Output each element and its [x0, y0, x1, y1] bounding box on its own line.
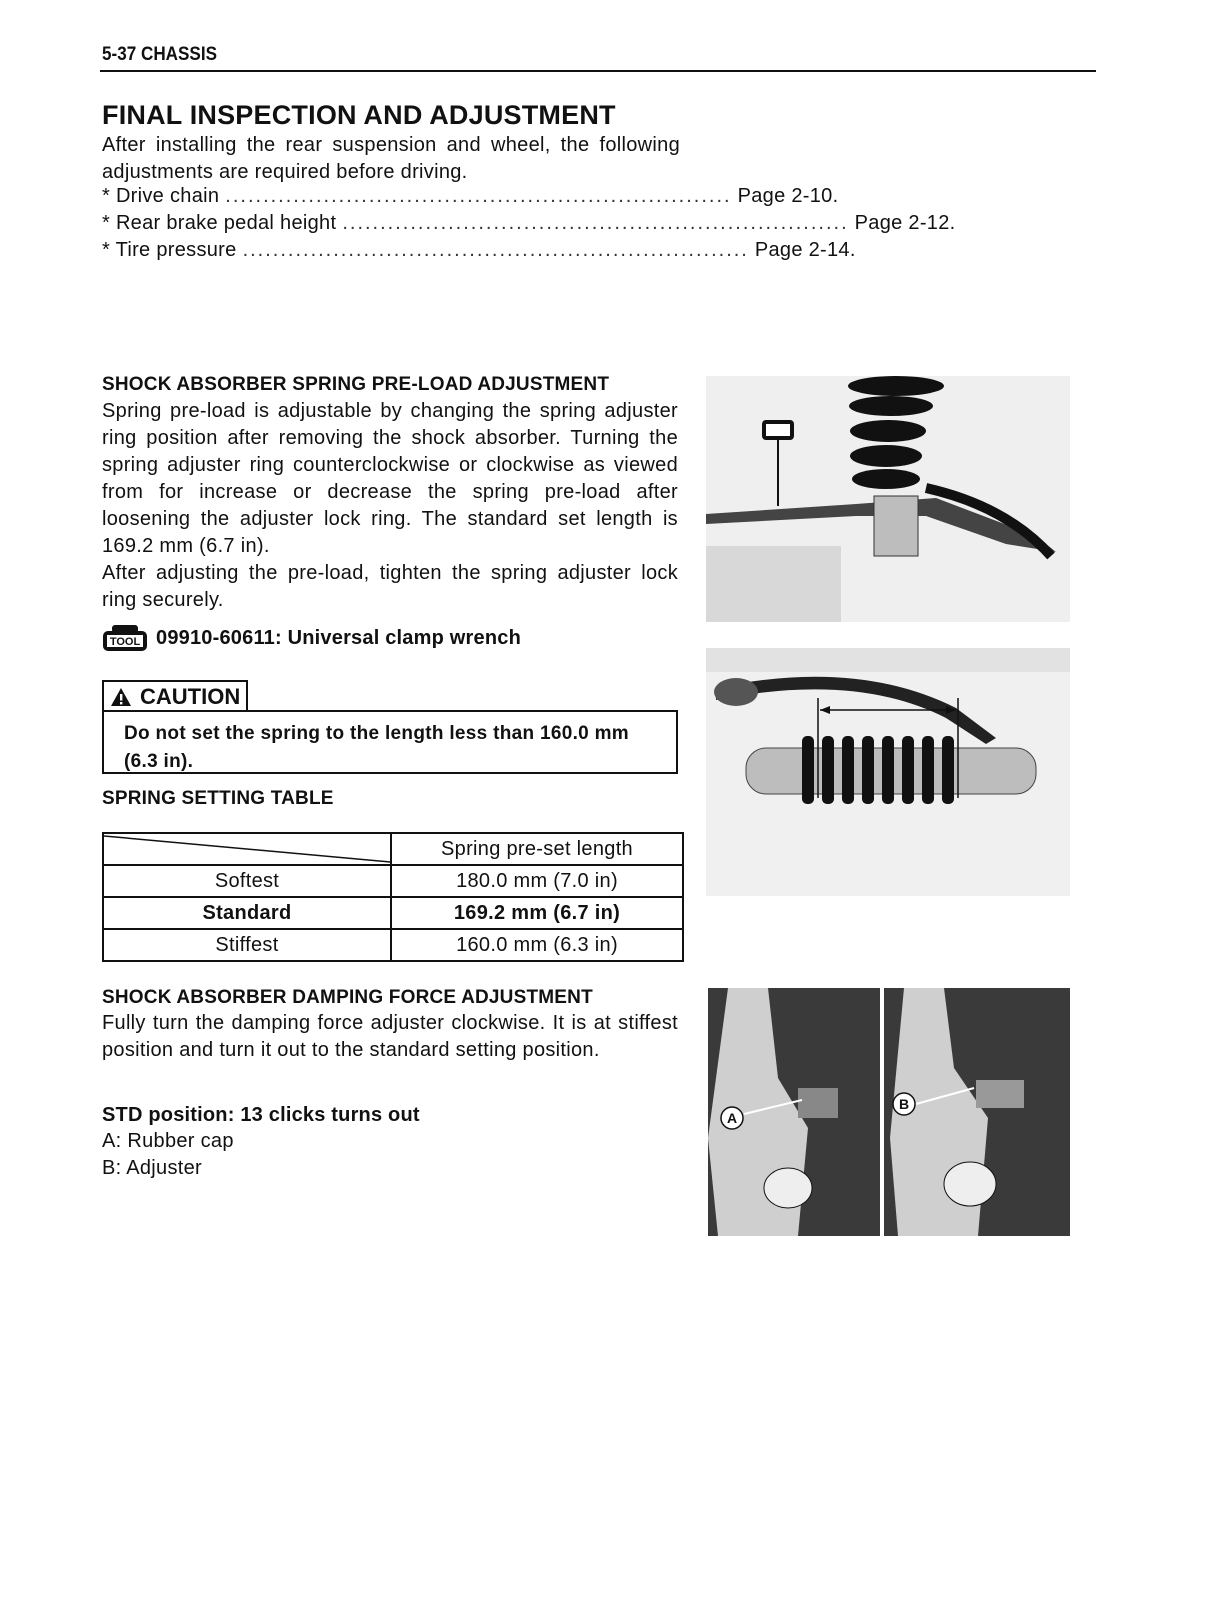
- inspection-item: [102, 212, 956, 239]
- legend-a: A: Rubber cap: [102, 1130, 234, 1152]
- dot-leader: ...................................................................: [342, 212, 849, 234]
- caution-label: CAUTION: [140, 684, 241, 709]
- table-cell-setting: Stiffest: [103, 929, 391, 961]
- table-row: [103, 929, 683, 961]
- preload-title: SHOCK ABSORBER SPRING PRE-LOAD ADJUSTMENT: [102, 374, 610, 395]
- caution-label-box: [102, 680, 248, 712]
- table-row: [103, 865, 683, 897]
- tool-spec: 09910-60611: Universal clamp wrench: [156, 626, 521, 649]
- inspection-item-page: Page 2-14.: [754, 239, 856, 261]
- figure-damping-adjuster: [708, 988, 1070, 1236]
- spring-setting-table: [102, 832, 684, 962]
- table-row: [103, 897, 683, 929]
- damping-paragraph: Fully turn the damping force adjuster clockwise. It is at stiffest position and turn it out to the standard setting position.: [102, 1012, 678, 1061]
- inspection-item: [102, 239, 856, 266]
- inspection-item-page: Page 2-12.: [854, 212, 956, 234]
- shock-absorber-photo: [706, 648, 1070, 896]
- figure-shock-length: [706, 648, 1070, 896]
- tool-icon-label: TOOL: [109, 636, 141, 648]
- spring-tool-photo: [706, 376, 1070, 622]
- preload-paragraph: Spring pre-load is adjustable by changing the spring adjuster ring position after removing the shock absorber. Turning the spring adjuster ring counterclockwise or clockwise as viewed from for increase or decrease the spring pre-load after loosening the adjuster lock ring. The standard set length is 169.2 mm (6.7 in).: [102, 400, 678, 557]
- std-position: STD position: 13 clicks turns out: [102, 1104, 420, 1126]
- marker-b: B: [898, 1096, 910, 1112]
- spring-table-title: SPRING SETTING TABLE: [102, 788, 334, 809]
- marker-a: A: [726, 1110, 738, 1126]
- caution-text: Do not set the spring to the length less than 160.0 mm (6.3 in).: [102, 710, 678, 774]
- diagonal-line: [104, 834, 390, 864]
- tool-line: [102, 624, 521, 652]
- table-cell-length: 169.2 mm (6.7 in): [391, 897, 683, 929]
- legend-b: B: Adjuster: [102, 1157, 203, 1179]
- preload-paragraph-2: After adjusting the pre-load, tighten the spring adjuster lock ring securely.: [102, 562, 678, 611]
- table-cell-length: 160.0 mm (6.3 in): [391, 929, 683, 961]
- table-cell-setting: Softest: [103, 865, 391, 897]
- final-inspection-title: FINAL INSPECTION AND ADJUSTMENT: [102, 100, 616, 130]
- table-cell-length: 180.0 mm (7.0 in): [391, 865, 683, 897]
- inspection-item-label: * Rear brake pedal height: [102, 212, 337, 234]
- header-rule: [100, 70, 1096, 72]
- figure-spring-tool: [706, 376, 1070, 622]
- table-cell-setting: Standard: [103, 897, 391, 929]
- damping-title: SHOCK ABSORBER DAMPING FORCE ADJUSTMENT: [102, 987, 593, 1008]
- inspection-item-page: Page 2-10.: [737, 185, 839, 207]
- dot-leader: ...................................................................: [225, 185, 732, 207]
- final-inspection-intro: After installing the rear suspension and wheel, the following adjustments are required before driving.: [102, 134, 680, 183]
- inspection-item-label: * Drive chain: [102, 185, 220, 207]
- damping-adjuster-photo: [708, 988, 1070, 1236]
- warning-icon: [110, 687, 132, 707]
- inspection-item: [102, 185, 839, 212]
- table-header-row: [103, 833, 683, 865]
- tool-icon: [102, 624, 148, 652]
- dot-leader: ...................................................................: [242, 239, 749, 261]
- table-header-cell: Spring pre-set length: [391, 833, 683, 865]
- inspection-item-label: * Tire pressure: [102, 239, 237, 261]
- table-corner-cell: [103, 833, 391, 865]
- page-header: 5-37 CHASSIS: [102, 44, 218, 65]
